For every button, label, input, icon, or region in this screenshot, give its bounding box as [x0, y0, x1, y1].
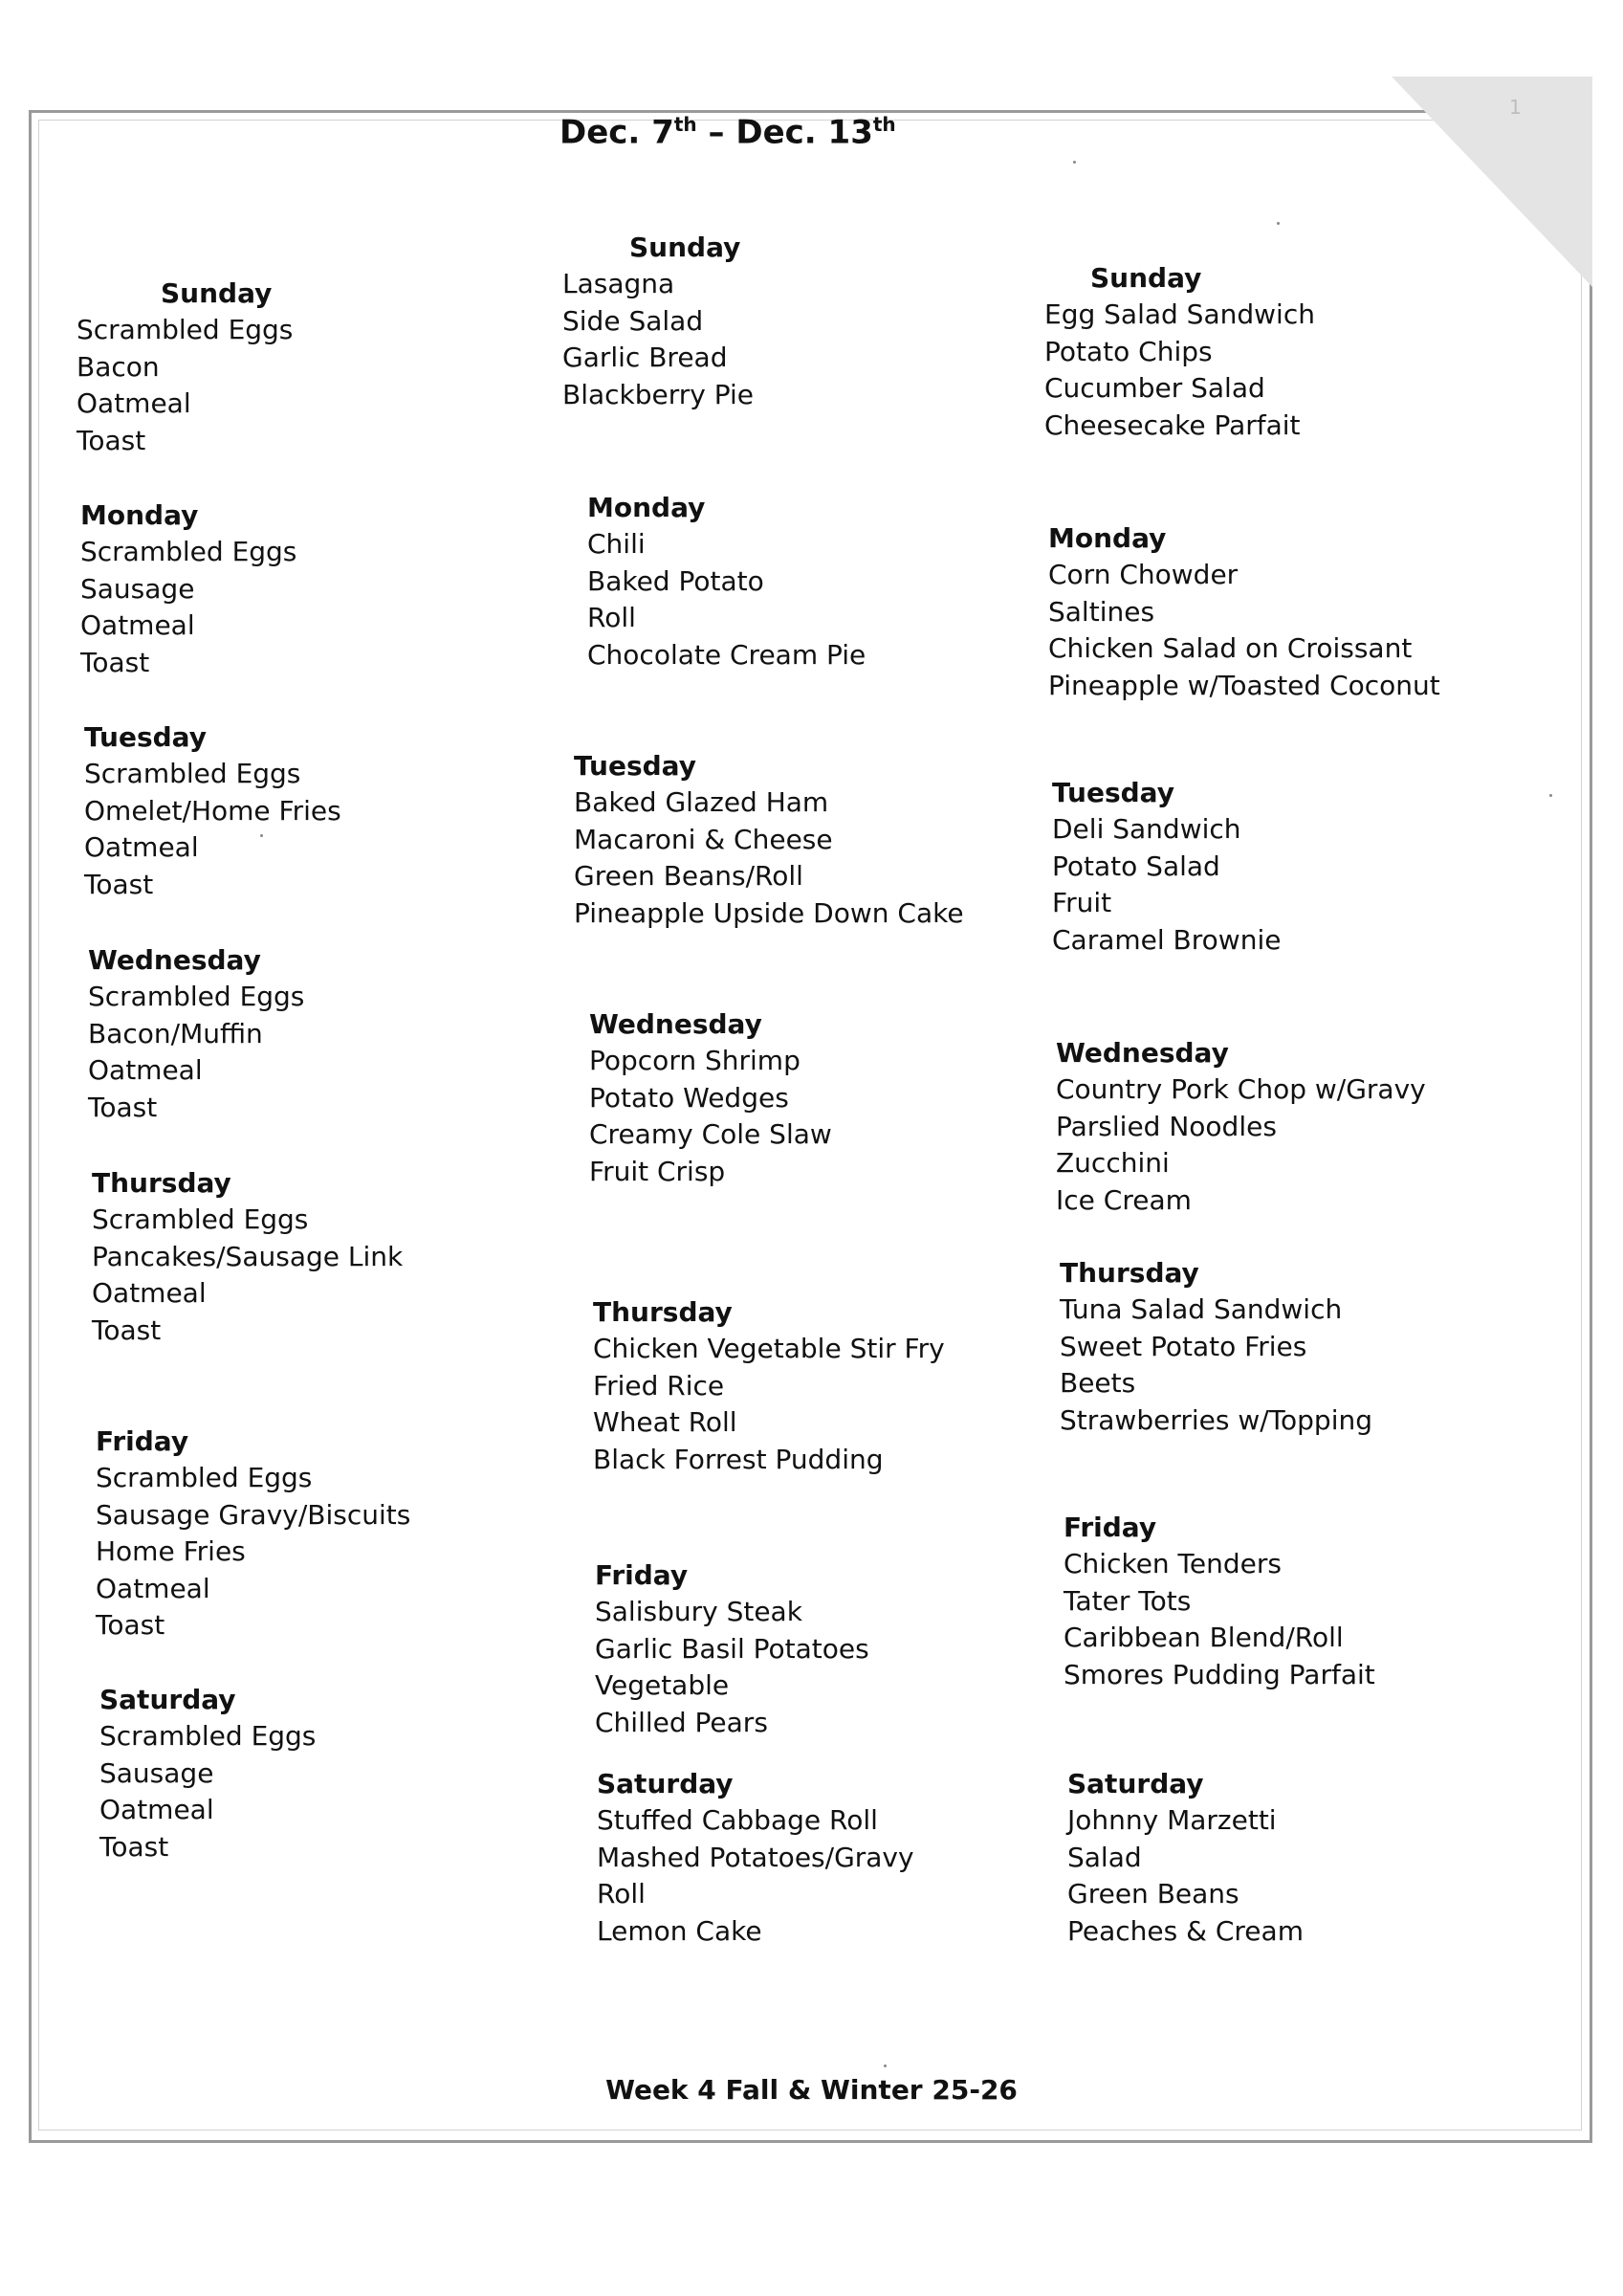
menu-item: Chilled Pears	[595, 1706, 768, 1738]
menu-item: Wheat Roll	[593, 1406, 737, 1438]
menu-item: Toast	[77, 424, 146, 456]
menu-item: Sausage	[99, 1756, 214, 1789]
title-start-date: Dec. 7	[559, 113, 674, 152]
menu-item: Corn Chowder	[1048, 559, 1239, 590]
day-heading: Friday	[595, 1559, 689, 1591]
day-block-wednesday	[88, 942, 585, 1126]
menu-item: Oatmeal	[88, 1054, 203, 1086]
menu-item: Scrambled Eggs	[84, 758, 301, 789]
menu-item: Johnny Marzetti	[1067, 1804, 1277, 1836]
menu-item: Toast	[80, 646, 150, 678]
menu-item: Vegetable	[595, 1669, 730, 1701]
menu-item: Oatmeal	[96, 1572, 210, 1604]
scan-speck	[1549, 794, 1552, 797]
menu-item: Cheesecake Parfait	[1044, 408, 1301, 441]
menu-item: Oatmeal	[84, 831, 199, 863]
menu-item: Bacon/Muffin	[88, 1017, 263, 1049]
menu-item: Lasagna	[562, 268, 675, 299]
menu-item: Cucumber Salad	[1044, 372, 1265, 404]
page-curl-shadow	[1392, 77, 1592, 287]
menu-item: Ice Cream	[1056, 1183, 1192, 1216]
day-heading: Friday	[96, 1425, 189, 1457]
day-block-friday	[1064, 1510, 1561, 1693]
menu-item: Home Fries	[96, 1535, 246, 1567]
menu-item: Potato Wedges	[589, 1081, 789, 1114]
menu-item: Salad	[1067, 1841, 1142, 1873]
menu-item: Toast	[84, 868, 154, 900]
day-block-friday	[595, 1557, 1092, 1741]
menu-item: Lemon Cake	[597, 1914, 762, 1947]
menu-item: Toast	[99, 1830, 169, 1863]
menu-item: Sweet Potato Fries	[1060, 1330, 1307, 1362]
title-end-suffix: th	[872, 113, 896, 136]
menu-item: Salisbury Steak	[595, 1596, 802, 1627]
day-block-sunday	[562, 230, 1060, 413]
menu-item: Toast	[88, 1091, 158, 1123]
menu-item: Scrambled Eggs	[88, 981, 305, 1012]
day-heading: Monday	[1048, 522, 1167, 554]
menu-item: Oatmeal	[99, 1794, 214, 1825]
menu-item: Fried Rice	[593, 1369, 725, 1402]
menu-item: Mashed Potatoes/Gravy	[597, 1841, 914, 1873]
day-block-thursday	[1060, 1255, 1557, 1439]
menu-item: Omelet/Home Fries	[84, 794, 341, 827]
menu-item: Scrambled Eggs	[99, 1720, 317, 1752]
day-heading: Thursday	[593, 1296, 733, 1328]
menu-item: Pineapple w/Toasted Coconut	[1048, 669, 1440, 701]
day-block-saturday	[1067, 1766, 1565, 1950]
menu-item: Fruit Crisp	[589, 1155, 726, 1187]
day-block-saturday	[99, 1682, 597, 1866]
menu-item: Roll	[587, 602, 636, 633]
menu-item: Toast	[96, 1609, 165, 1641]
day-block-friday	[96, 1424, 593, 1645]
menu-item: Smores Pudding Parfait	[1064, 1658, 1375, 1690]
day-block-tuesday	[1052, 775, 1549, 959]
scan-speck	[1277, 222, 1280, 225]
menu-item: Scrambled Eggs	[96, 1462, 313, 1493]
menu-item: Oatmeal	[92, 1277, 207, 1309]
day-heading: Wednesday	[589, 1008, 762, 1040]
menu-item: Macaroni & Cheese	[574, 823, 833, 855]
menu-item: Zucchini	[1056, 1147, 1170, 1179]
menu-item: Tuna Salad Sandwich	[1060, 1293, 1343, 1325]
day-heading: Wednesday	[1056, 1037, 1229, 1069]
day-heading: Tuesday	[1052, 777, 1174, 808]
menu-item: Sausage	[80, 572, 195, 605]
day-heading: Thursday	[92, 1167, 231, 1199]
day-heading: Saturday	[1067, 1768, 1204, 1799]
menu-item: Potato Salad	[1052, 850, 1220, 882]
menu-item: Tater Tots	[1064, 1584, 1192, 1617]
menu-item: Caramel Brownie	[1052, 923, 1282, 956]
day-block-wednesday	[589, 1006, 1086, 1190]
menu-item: Pineapple Upside Down Cake	[574, 896, 964, 929]
menu-item: Country Pork Chop w/Gravy	[1056, 1073, 1426, 1105]
menu-item: Toast	[92, 1314, 162, 1346]
title-start-suffix: th	[673, 113, 697, 136]
menu-item: Chicken Salad on Croissant	[1048, 632, 1413, 664]
day-heading: Sunday	[161, 277, 273, 309]
day-block-monday	[587, 490, 1085, 673]
menu-item: Side Salad	[562, 304, 704, 337]
day-heading: Friday	[1064, 1512, 1157, 1543]
menu-item: Chili	[587, 528, 646, 560]
day-block-monday	[80, 497, 578, 681]
scan-speck	[260, 834, 263, 837]
day-heading: Saturday	[99, 1684, 236, 1715]
menu-item: Roll	[597, 1878, 646, 1910]
menu-item: Caribbean Blend/Roll	[1064, 1622, 1344, 1653]
menu-item: Chicken Tenders	[1064, 1548, 1282, 1579]
menu-item: Strawberries w/Topping	[1060, 1403, 1373, 1436]
scan-speck	[1073, 161, 1076, 164]
day-block-saturday	[597, 1766, 1094, 1950]
day-block-sunday	[77, 276, 574, 459]
day-heading: Sunday	[629, 232, 741, 263]
menu-item: Saltines	[1048, 595, 1155, 628]
menu-item: Garlic Bread	[562, 342, 728, 373]
day-block-thursday	[593, 1294, 1090, 1478]
day-heading: Saturday	[597, 1768, 734, 1799]
menu-item: Sausage Gravy/Biscuits	[96, 1498, 411, 1531]
day-heading: Tuesday	[84, 721, 207, 753]
day-block-wednesday	[1056, 1035, 1553, 1219]
menu-item: Scrambled Eggs	[80, 536, 297, 567]
menu-item: Scrambled Eggs	[77, 314, 294, 345]
menu-item: Stuffed Cabbage Roll	[597, 1804, 878, 1836]
menu-item: Parslied Noodles	[1056, 1110, 1277, 1142]
menu-item: Oatmeal	[77, 387, 191, 419]
day-block-tuesday	[574, 748, 1071, 932]
menu-item: Deli Sandwich	[1052, 813, 1241, 845]
menu-item: Baked Glazed Ham	[574, 786, 829, 818]
menu-item: Scrambled Eggs	[92, 1203, 309, 1235]
menu-item: Beets	[1060, 1367, 1136, 1399]
title-end-date: Dec. 13	[735, 113, 873, 152]
page-number: 1	[1509, 96, 1522, 119]
footer-week-label: Week 4 Fall & Winter 25-26	[605, 2074, 1018, 2106]
day-heading: Sunday	[1090, 262, 1202, 294]
day-block-sunday	[1044, 260, 1542, 444]
menu-item: Peaches & Cream	[1067, 1914, 1304, 1947]
menu-item: Green Beans/Roll	[574, 860, 803, 892]
menu-item: Pancakes/Sausage Link	[92, 1240, 404, 1272]
menu-item: Egg Salad Sandwich	[1044, 298, 1315, 330]
menu-item: Creamy Cole Slaw	[589, 1118, 832, 1150]
title-dash: –	[696, 113, 736, 152]
menu-item: Garlic Basil Potatoes	[595, 1632, 869, 1665]
day-heading: Monday	[587, 492, 706, 523]
menu-item: Fruit	[1052, 887, 1112, 918]
menu-item: Green Beans	[1067, 1878, 1239, 1910]
menu-item: Bacon	[77, 350, 160, 383]
menu-item: Oatmeal	[80, 609, 195, 641]
day-heading: Monday	[80, 499, 199, 531]
day-block-thursday	[92, 1165, 589, 1349]
scan-speck	[884, 2064, 887, 2067]
menu-item: Baked Potato	[587, 564, 764, 597]
menu-item: Black Forrest Pudding	[593, 1443, 884, 1475]
day-block-tuesday	[84, 719, 581, 903]
day-block-monday	[1048, 520, 1546, 704]
menu-item: Chocolate Cream Pie	[587, 638, 866, 671]
menu-item: Blackberry Pie	[562, 378, 755, 410]
date-range-title	[559, 113, 896, 151]
day-heading: Thursday	[1060, 1257, 1199, 1289]
menu-item: Popcorn Shrimp	[589, 1045, 801, 1076]
menu-item: Potato Chips	[1044, 335, 1213, 367]
menu-item: Chicken Vegetable Stir Fry	[593, 1333, 945, 1364]
day-heading: Tuesday	[574, 750, 696, 782]
day-heading: Wednesday	[88, 944, 261, 976]
